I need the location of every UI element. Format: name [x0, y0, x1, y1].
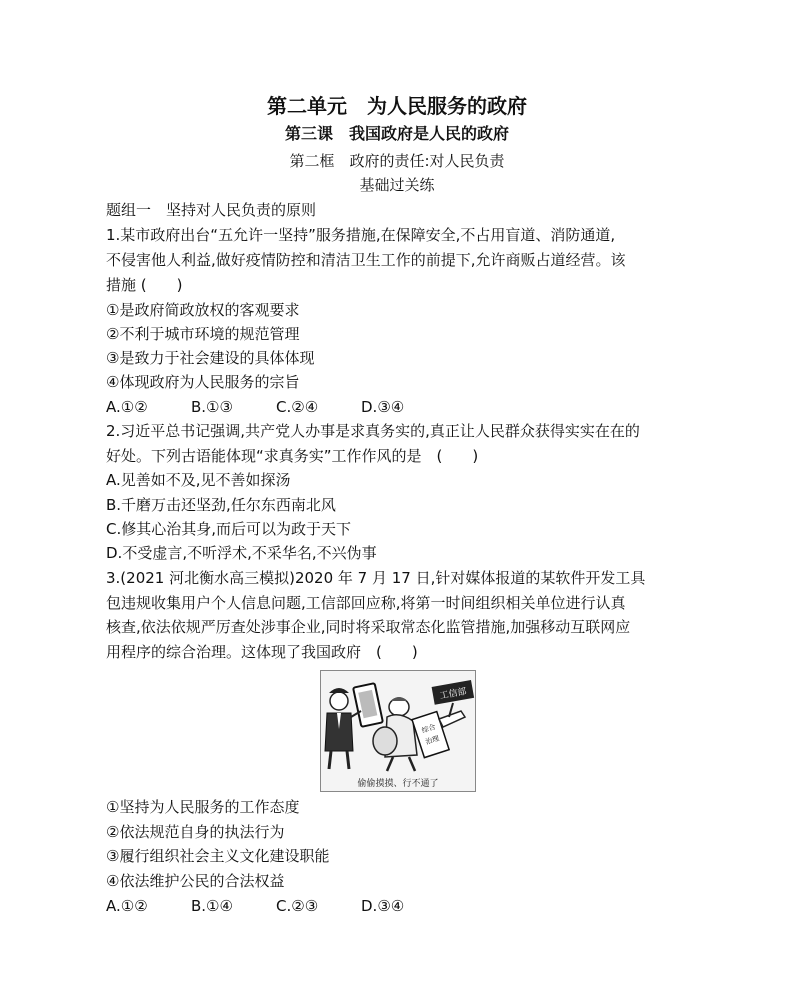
banner-text-bottom: 治理: [424, 734, 441, 747]
q2-line: 好处。下列古语能体现“求真务实”工作作风的是 ( ): [106, 447, 479, 465]
q1-item: ④体现政府为人民服务的宗旨: [106, 373, 300, 391]
banner-text-top: 综合: [420, 722, 437, 735]
q3-option-a: A.①②: [106, 897, 148, 915]
q2-option-a: A.见善如不及,见不善如探汤: [106, 471, 291, 489]
q1-item: ①是政府简政放权的客观要求: [106, 301, 300, 319]
practice-title: 基础过关练: [359, 176, 435, 194]
q3-item: ④依法维护公民的合法权益: [106, 872, 285, 890]
q3-options: [106, 896, 404, 916]
q3-option-d: D.③④: [361, 897, 405, 915]
q1-line: 不侵害他人利益,做好疫情防控和清洁卫生工作的前提下,允许商贩占道经营。该: [106, 251, 626, 269]
q3-line: 核查,依法依规严厉查处涉事企业,同时将采取常态化监管措施,加强移动互联网应: [106, 618, 631, 636]
q1-option-c: C.②④: [276, 398, 319, 416]
q1-line: 措施 ( ): [106, 276, 183, 294]
q1-item: ③是致力于社会建设的具体体现: [106, 349, 315, 367]
sign-text: 工信部: [439, 687, 468, 702]
q3-item: ①坚持为人民服务的工作态度: [106, 798, 300, 816]
figure-caption: 偷偷摸摸、行不通了: [357, 779, 439, 789]
lesson-title: 第三课 我国政府是人民的政府: [284, 124, 509, 143]
q1-item: ②不利于城市环境的规范管理: [106, 325, 300, 343]
q2-option-b: B.千磨万击还坚劲,任尔东西南北风: [106, 496, 336, 514]
cartoon-illustration: [321, 671, 475, 775]
q3-item: ②依法规范自身的执法行为: [106, 823, 285, 841]
q3-option-b: B.①④: [191, 897, 233, 915]
cartoon-figure: [320, 670, 476, 792]
q3-option-c: C.②③: [276, 897, 319, 915]
q1-option-a: A.①②: [106, 398, 148, 416]
q1-option-d: D.③④: [361, 398, 405, 416]
q2-option-d: D.不受虚言,不听浮术,不采华名,不兴伪事: [106, 544, 377, 562]
q1-option-b: B.①③: [191, 398, 233, 416]
q2-option-c: C.修其心治其身,而后可以为政于天下: [106, 520, 352, 538]
unit-title: 第二单元 为人民服务的政府: [267, 94, 527, 118]
q2-line: 2.习近平总书记强调,共产党人办事是求真务实的,真正让人民群众获得实实在在的: [106, 422, 640, 440]
q3-line: 用程序的综合治理。这体现了我国政府 ( ): [106, 643, 418, 661]
q1-options: [106, 397, 404, 417]
group-title: 题组一 坚持对人民负责的原则: [106, 201, 317, 219]
q3-item: ③履行组织社会主义文化建设职能: [106, 847, 330, 865]
q3-line: 3.(2021 河北衡水高三模拟)2020 年 7 月 17 日,针对媒体报道的某软件开发工具: [106, 569, 646, 587]
q1-line: 1.某市政府出台“五允许一坚持”服务措施,在保障安全,不占用盲道、消防通道,: [106, 226, 616, 244]
section-title: 第二框 政府的责任:对人民负责: [289, 152, 505, 170]
q3-line: 包违规收集用户个人信息问题,工信部回应称,将第一时间组织相关单位进行认真: [106, 594, 626, 612]
